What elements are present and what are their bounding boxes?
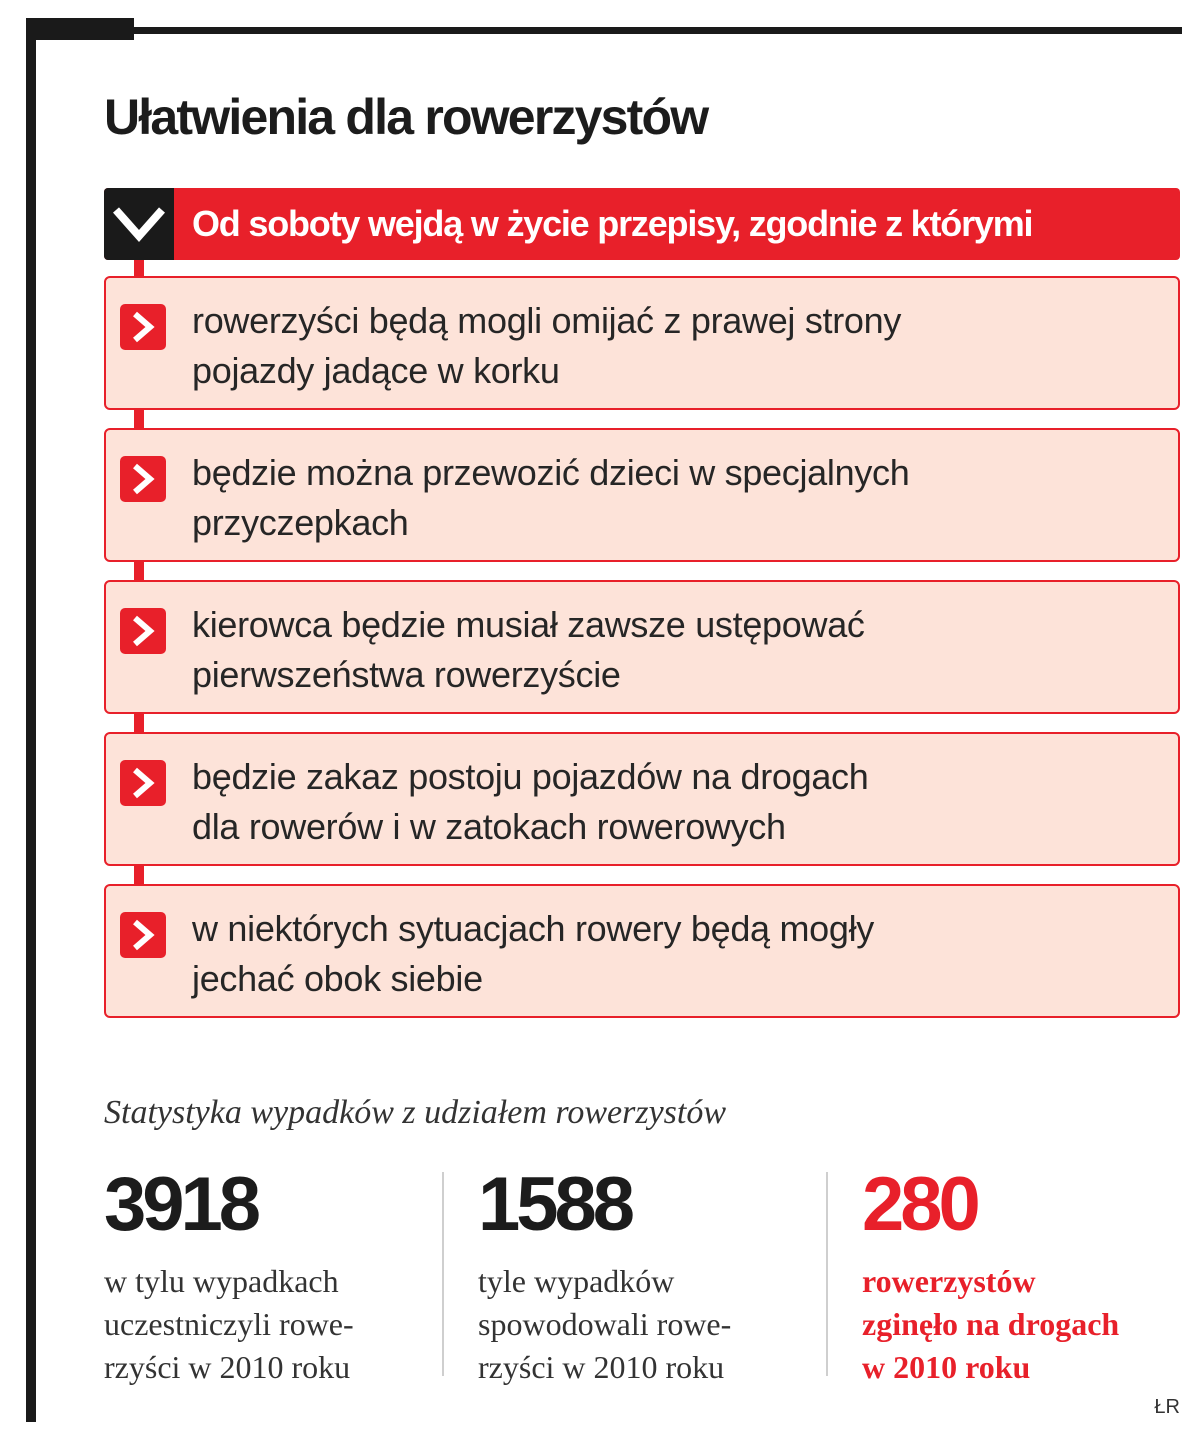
stat-accidents-caused <box>478 1160 808 1389</box>
frame-top-corner <box>26 18 134 40</box>
stat-accidents-participated <box>104 1160 434 1389</box>
stat-cyclists-killed <box>862 1160 1192 1389</box>
chevron-right-icon <box>120 608 166 654</box>
stat-description <box>862 1260 1192 1389</box>
author-credit: ŁR <box>1154 1396 1180 1418</box>
list-item-line: dla rowerów i w zatokach rowerowych <box>192 806 786 847</box>
stat-description-line: rzyści w 2010 roku <box>478 1349 725 1385</box>
list-item-line: jechać obok siebie <box>192 958 483 999</box>
list-item-line: będzie zakaz postoju pojazdów na drogach <box>192 756 869 797</box>
list-item-line: będzie można przewozić dzieci w specjalnych <box>192 452 910 493</box>
stats-heading: Statystyka wypadków z udziałem rowerzystów <box>104 1094 727 1131</box>
stat-description-line: uczestniczyli rowe- <box>104 1306 354 1342</box>
chevron-right-icon <box>120 304 166 350</box>
chevron-right-icon <box>120 760 166 806</box>
list-item-text <box>192 600 1152 700</box>
stat-description-line: spowodowali rowe- <box>478 1306 732 1342</box>
list-item-text <box>192 904 1152 1004</box>
intro-banner <box>104 188 1180 260</box>
list-item-line: rowerzyści będą mogli omijać z prawej strony <box>192 300 902 341</box>
stat-description-line: zginęło na drogach <box>862 1306 1120 1342</box>
stat-value: 280 <box>862 1162 977 1247</box>
frame-vertical-bar <box>26 22 36 1422</box>
list-item-line: pierwszeństwa rowerzyście <box>192 654 621 695</box>
list-item-line: w niektórych sytuacjach rowery będą mogły <box>192 908 875 949</box>
list-item <box>104 580 1180 714</box>
page-title: Ułatwienia dla rowerzystów <box>104 89 708 145</box>
list-item <box>104 732 1180 866</box>
stat-divider <box>826 1172 828 1376</box>
stat-description-line: w 2010 roku <box>862 1349 1031 1385</box>
list-item <box>104 276 1180 410</box>
chevron-right-icon <box>120 912 166 958</box>
stat-description-line: rzyści w 2010 roku <box>104 1349 351 1385</box>
banner-text: Od soboty wejdą w życie przepisy, zgodnie z którymi <box>192 203 1033 244</box>
list-item-text <box>192 448 1152 548</box>
list-item-line: przyczepkach <box>192 502 409 543</box>
stat-description-line: w tylu wypadkach <box>104 1263 339 1299</box>
stat-description-line: rowerzystów <box>862 1263 1036 1299</box>
stat-value: 3918 <box>104 1162 258 1247</box>
stat-value: 1588 <box>478 1162 632 1247</box>
stat-description <box>478 1260 808 1389</box>
chevron-right-icon <box>120 456 166 502</box>
stat-description-line: tyle wypadków <box>478 1263 675 1299</box>
list-item-text <box>192 296 1152 396</box>
list-item-line: kierowca będzie musiał zawsze ustępować <box>192 604 865 645</box>
list-item <box>104 884 1180 1018</box>
list-item-text <box>192 752 1152 852</box>
chevron-down-icon <box>104 188 174 260</box>
stat-description <box>104 1260 434 1389</box>
stat-divider <box>442 1172 444 1376</box>
frame-top-rule <box>134 27 1182 34</box>
list-item-line: pojazdy jadące w korku <box>192 350 560 391</box>
list-item <box>104 428 1180 562</box>
